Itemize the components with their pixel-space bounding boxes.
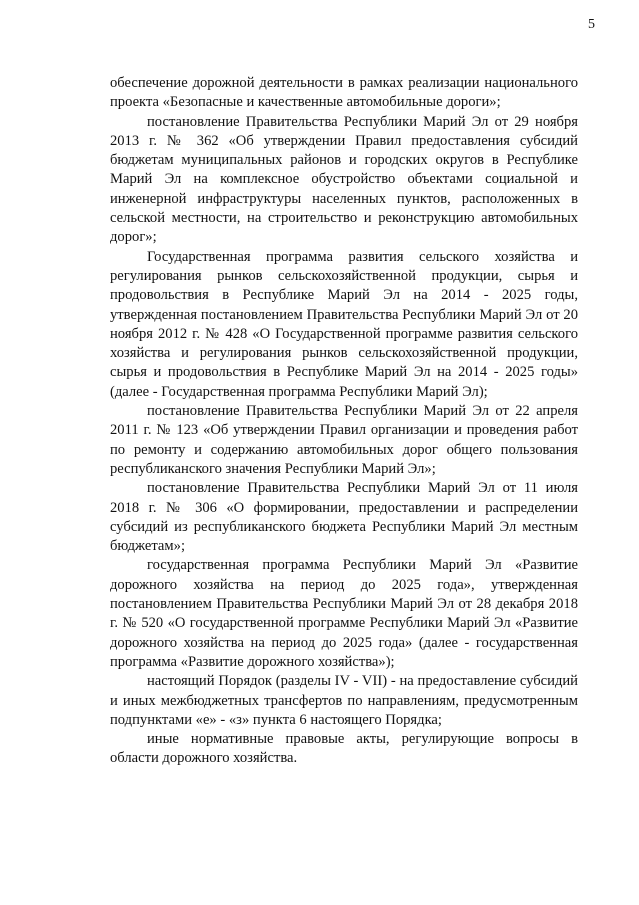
paragraph-resolution-306: постановление Правительства Республики Марий Эл от 11 июля 2018 г. № 306 «О формировании, предоставлении и распределении субсидий из республиканского бюджета Республики Марий Эл местным бюджетам»; xyxy=(110,480,578,555)
paragraph-state-program-agriculture: Государственная программа развития сельского хозяйства и регулирования рынков сельскохозяйственной продукции, сырья и продовольствия в Республике Марий Эл на 2014 - 2025 годы, утвержденная постановлением Правительства Республики Марий Эл от 20 ноября 2012 г. № 428 «О Государственной программе развития сельского хозяйства и регулирования рынков сельскохозяйственной продукции, сырья и продовольствия в Республике Марий Эл на 2014 - 2025 годы» (далее - Государственная программа Республики Марий Эл); xyxy=(110,248,578,400)
paragraph-other-acts: иные нормативные правовые акты, регулирующие вопросы в области дорожного хозяйства. xyxy=(110,731,578,767)
page-number: 5 xyxy=(588,17,595,32)
paragraph-state-program-roads: государственная программа Республики Марий Эл «Развитие дорожного хозяйства на период до 2025 года», утвержденная постановлением Правительства Республики Марий Эл от 28 декабря 2018 г. № 520 «О государственной программе Республики Марий Эл «Развитие дорожного хозяйства на период до 2025 года» (далее - государственная программа «Развитие дорожного хозяйства»); xyxy=(110,557,578,670)
paragraph-resolution-123: постановление Правительства Республики Марий Эл от 22 апреля 2011 г. № 123 «Об утверждении Правил организации и проведения работ по ремонту и содержанию автомобильных дорог общего пользования республиканского значения Республики Марий Эл»; xyxy=(110,403,578,477)
paragraph-resolution-362: постановление Правительства Республики Марий Эл от 29 ноября 2013 г. № 362 «Об утверждении Правил предоставления субсидий бюджетам муниципальных районов и городских округов в Республике Марий Эл на комплексное обустройство объектами социальной и инженерной инфраструктуры населенных пунктов, расположенных в сельской местности, на строительство и реконструкцию автомобильных дорог»; xyxy=(110,113,578,246)
paragraph-continuation: обеспечение дорожной деятельности в рамках реализации национального проекта «Безопасные и качественные автомобильные дороги»; xyxy=(110,75,578,111)
document-body xyxy=(110,74,578,769)
paragraph-this-procedure: настоящий Порядок (разделы IV - VII) - на предоставление субсидий и иных межбюджетных трансфертов по направлениям, предусмотренным подпунктами «е» - «з» пункта 6 настоящего Порядка; xyxy=(110,673,578,728)
